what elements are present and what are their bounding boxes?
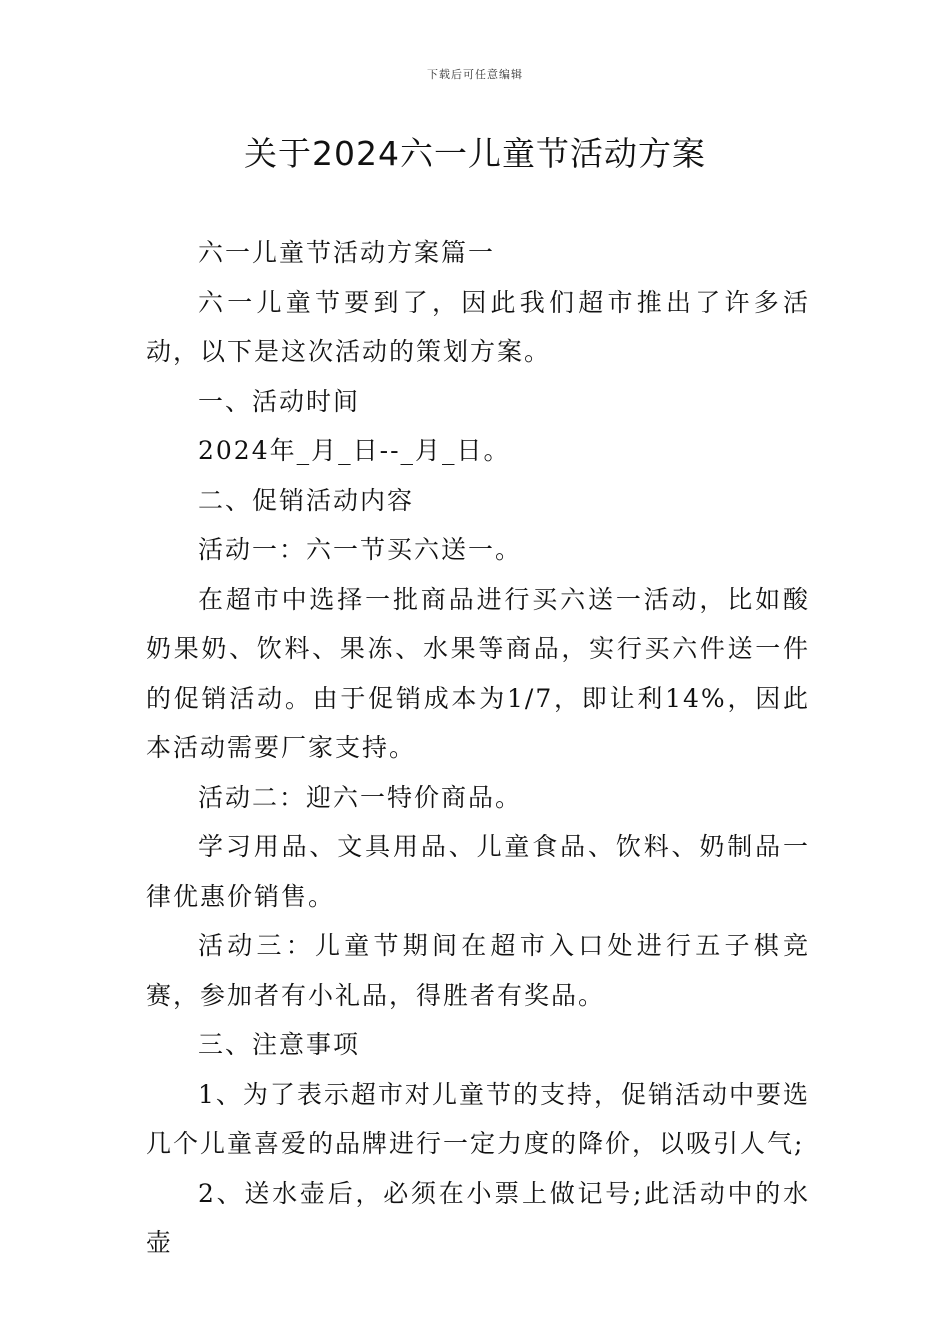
paragraph-activity-one-detail: 在超市中选择一批商品进行买六送一活动，比如酸奶果奶、饮料、果冻、水果等商品，实行买六件送一件的促销活动。由于促销成本为1/7，即让利14%，因此本活动需要厂家支持。 [146,584,810,762]
paragraph-section-heading: 六一儿童节活动方案篇一 [198,238,496,267]
paragraph-note-one: 1、为了表示超市对儿童节的支持，促销活动中要选几个儿童喜爱的品牌进行一定力度的降价，以吸引人气; [146,1079,810,1158]
header-note: 下载后可任意编辑 [427,68,523,81]
paragraph-heading-notes: 三、注意事项 [198,1030,361,1059]
paragraph-heading-content: 二、促销活动内容 [198,485,415,515]
paragraph-activity-two: 活动二：迎六一特价商品。 [198,782,523,812]
paragraph-heading-time: 一、活动时间 [198,386,361,416]
document-title: 关于2024六一儿童节活动方案 [244,134,706,173]
paragraph-activity-one: 活动一：六一节买六送一。 [198,535,523,564]
paragraph-intro: 六一儿童节要到了，因此我们超市推出了许多活动，以下是这次活动的策划方案。 [146,287,810,366]
paragraph-note-two: 2、送水壶后，必须在小票上做记号;此活动中的水壶 [146,1178,810,1257]
document-body [146,228,810,1268]
paragraph-activity-two-detail: 学习用品、文具用品、儿童食品、饮料、奶制品一律优惠价销售。 [146,832,810,911]
paragraph-activity-three: 活动三：儿童节期间在超市入口处进行五子棋竞赛，参加者有小礼品，得胜者有奖品。 [146,931,810,1010]
paragraph-date: 2024年_月_日--_月_日。 [198,436,511,465]
